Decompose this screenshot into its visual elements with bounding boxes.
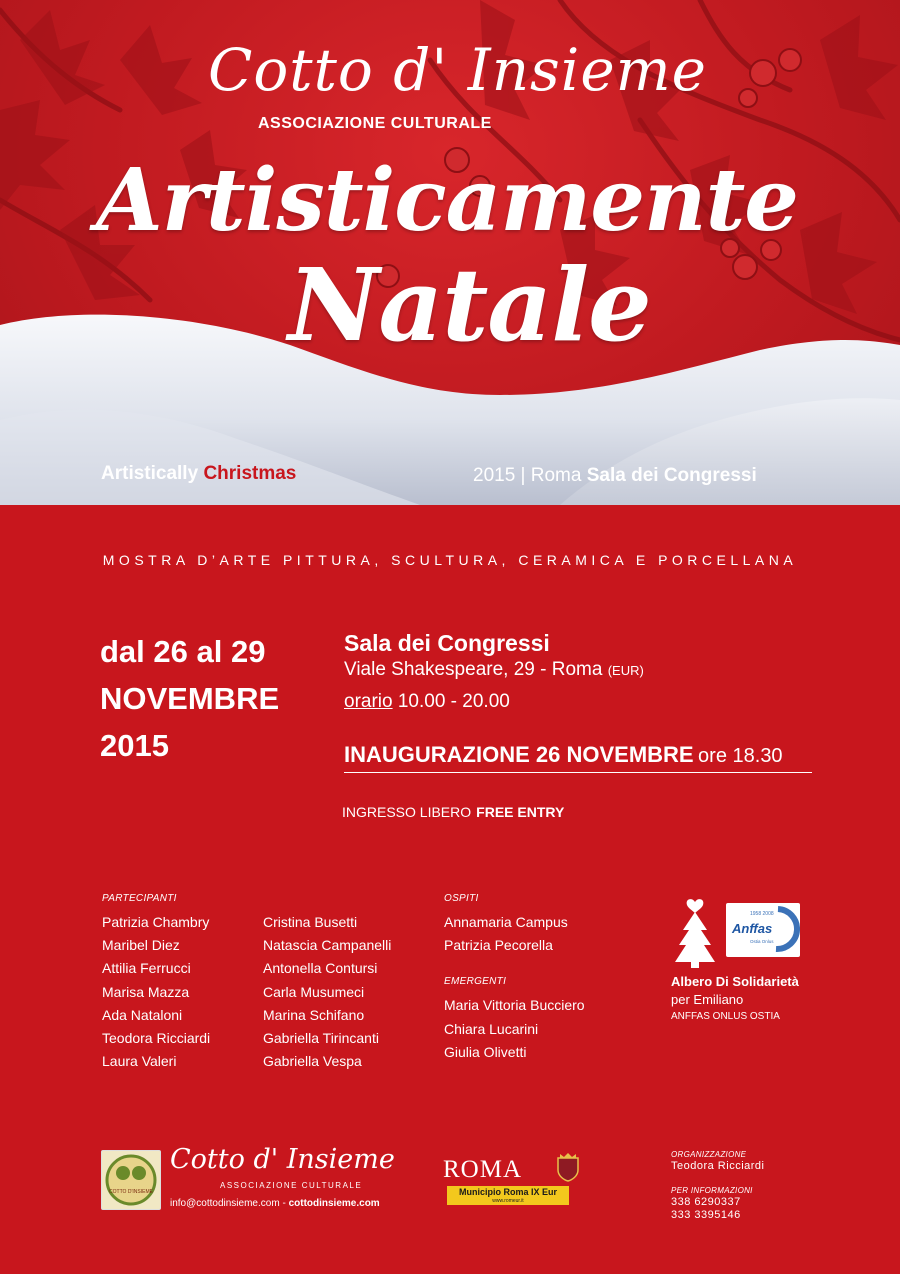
- participant-name: Laura Valeri: [102, 1053, 177, 1070]
- entry-info: [342, 804, 564, 820]
- venue-street: Viale Shakespeare, 29 - Roma: [344, 659, 603, 680]
- emerging-name: Maria Vittoria Bucciero: [444, 997, 585, 1014]
- participant-name: Maribel Diez: [102, 937, 180, 954]
- municipio-url: www.romeur.it: [492, 1198, 524, 1204]
- venue-address: [344, 659, 644, 681]
- municipio-badge: [447, 1186, 569, 1205]
- roma-crest-icon: [556, 1152, 580, 1182]
- brand-script-logo: Cotto d' Insieme: [208, 36, 708, 104]
- entry-italian: INGRESSO LIBERO: [342, 804, 472, 820]
- guest-name: Patrizia Pecorella: [444, 937, 553, 954]
- participants-column-1: [102, 892, 210, 1073]
- english-tagline: [101, 463, 296, 485]
- inauguration-line: [344, 742, 812, 773]
- year-venue-tagline: [473, 465, 757, 487]
- inauguration-time: ore 18.30: [698, 745, 783, 767]
- participant-name: Teodora Ricciardi: [102, 1030, 211, 1047]
- emerging-heading: EMERGENTI: [444, 976, 507, 988]
- municipio-label: Municipio Roma IX Eur: [458, 1187, 557, 1197]
- tagline-year-city: 2015 | Roma: [473, 465, 582, 486]
- participant-name: Patrizia Chambry: [102, 914, 210, 930]
- inauguration-label: INAUGURAZIONE 26 NOVEMBRE: [344, 742, 694, 767]
- roma-logo-text: ROMA: [443, 1156, 523, 1183]
- anffas-logo-text: Anffas: [732, 921, 773, 936]
- phone-number-2: 333 3395146: [671, 1209, 741, 1221]
- badge-logo-text: COTTO D'INSIEME: [109, 1189, 153, 1195]
- footer-email[interactable]: info@cottodinsieme.com: [170, 1198, 280, 1209]
- hours-label: orario: [344, 691, 393, 712]
- anffas-years: 1958 2008: [750, 911, 774, 917]
- anffas-place: Ostia Onlus: [750, 939, 774, 944]
- emerging-name: Giulia Olivetti: [444, 1043, 527, 1060]
- emerging-name: Chiara Lucarini: [444, 1020, 539, 1037]
- exhibition-subtitle: MOSTRA D’ARTE PITTURA, SCULTURA, CERAMICA E PORCELLANA: [102, 552, 798, 568]
- dates-line3: 2015: [100, 728, 169, 763]
- solidarity-organization: ANFFAS ONLUS OSTIA: [671, 1011, 780, 1022]
- participant-name: Attilia Ferrucci: [102, 960, 191, 977]
- organization-block: [671, 1150, 764, 1222]
- footer-separator: -: [282, 1198, 286, 1209]
- venue-name: Sala dei Congressi: [344, 630, 550, 656]
- participant-name: Natascia Campanelli: [263, 937, 392, 954]
- participant-name: Gabriella Vespa: [263, 1053, 362, 1070]
- tagline-accent: Christmas: [203, 463, 297, 484]
- participants-heading: PARTECIPANTI: [102, 893, 177, 904]
- tagline-venue: Sala dei Congressi: [586, 465, 757, 486]
- solidarity-subtitle: per Emiliano: [671, 992, 744, 1007]
- entry-english: FREE ENTRY: [476, 804, 565, 820]
- venue-info: [344, 630, 644, 713]
- participant-name: Gabriella Tirincanti: [263, 1030, 379, 1047]
- phone-number-1: 338 6290337: [671, 1196, 741, 1208]
- anffas-logo: [726, 903, 800, 957]
- dates-line1: dal 26 al 29: [100, 634, 266, 669]
- tagline-prefix: Artistically: [101, 463, 199, 484]
- participant-name: Antonella Contursi: [263, 960, 378, 977]
- organization-label: ORGANIZZAZIONE: [671, 1150, 747, 1159]
- guest-name: Annamaria Campus: [444, 914, 568, 930]
- christmas-tree-icon: [671, 890, 719, 970]
- hours-value: 10.00 - 20.00: [397, 691, 510, 712]
- participant-name: Ada Nataloni: [102, 1006, 183, 1023]
- event-dates: [100, 628, 279, 769]
- info-label: PER INFORMAZIONI: [671, 1186, 753, 1195]
- participant-name: Carla Musumeci: [263, 983, 365, 1000]
- footer-contacts: [170, 1198, 380, 1209]
- venue-area: (EUR): [607, 663, 644, 678]
- brand-association-label: ASSOCIAZIONE CULTURALE: [258, 115, 492, 132]
- opening-hours: [344, 691, 644, 713]
- event-title-line1: Artisticamente: [96, 150, 799, 251]
- dates-line2: NOVEMBRE: [100, 681, 280, 716]
- participants-column-2: [263, 911, 391, 1073]
- hero-banner: [0, 0, 900, 505]
- footer-association-label: ASSOCIAZIONE CULTURALE: [220, 1181, 363, 1190]
- participant-name: Marisa Mazza: [102, 983, 190, 1000]
- organizer-name: Teodora Ricciardi: [671, 1160, 765, 1172]
- participant-name: Cristina Busetti: [263, 914, 358, 930]
- footer-website[interactable]: cottodinsieme.com: [288, 1198, 380, 1209]
- footer-brand-script: Cotto d' Insieme: [170, 1144, 395, 1175]
- participant-name: Marina Schifano: [263, 1006, 365, 1023]
- cotto-dinsieme-badge-logo: [101, 1150, 161, 1210]
- event-title-line2: Natale: [288, 246, 651, 364]
- solidarity-title: Albero Di Solidarietà: [671, 974, 799, 989]
- guests-and-emerging-column: [444, 892, 585, 1064]
- guests-heading: OSPITI: [444, 893, 479, 904]
